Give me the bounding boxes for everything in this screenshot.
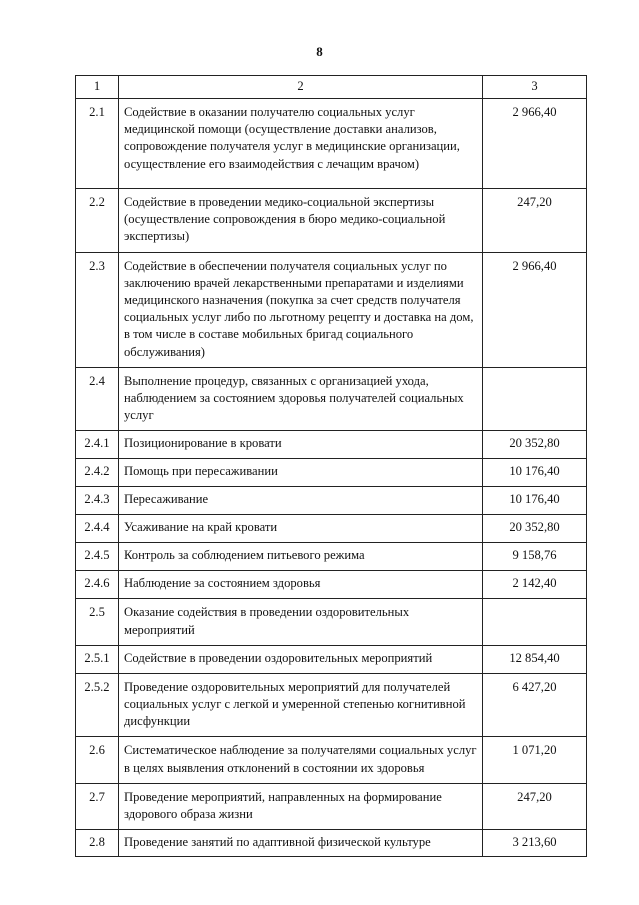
- row-service-name: Проведение занятий по адаптивной физической культуре: [119, 830, 483, 857]
- row-number: 2.5.2: [76, 673, 119, 737]
- table-row: [76, 487, 587, 515]
- row-price: [483, 367, 587, 431]
- row-price: 247,20: [483, 783, 587, 829]
- table-row: [76, 673, 587, 737]
- row-number: 2.6: [76, 737, 119, 783]
- row-price: 10 176,40: [483, 487, 587, 515]
- row-service-name: Систематическое наблюдение за получателями социальных услуг в целях выявления отклонений в состоянии их здоровья: [119, 737, 483, 783]
- table-header-row: [76, 76, 587, 99]
- row-service-name: Позиционирование в кровати: [119, 431, 483, 459]
- row-service-name: Пересаживание: [119, 487, 483, 515]
- row-price: 1 071,20: [483, 737, 587, 783]
- table-row: [76, 783, 587, 829]
- row-service-name: Оказание содействия в проведении оздоровительных мероприятий: [119, 599, 483, 645]
- row-price: 9 158,76: [483, 543, 587, 571]
- column-header-service: 2: [119, 76, 483, 99]
- row-price: 6 427,20: [483, 673, 587, 737]
- table-row: [76, 99, 587, 189]
- row-number: 2.4.4: [76, 515, 119, 543]
- table-row: [76, 367, 587, 431]
- table-row: [76, 830, 587, 857]
- row-price: [483, 599, 587, 645]
- row-number: 2.4.1: [76, 431, 119, 459]
- row-price: 12 854,40: [483, 645, 587, 673]
- row-service-name: Содействие в проведении оздоровительных мероприятий: [119, 645, 483, 673]
- table-row: [76, 431, 587, 459]
- row-price: 10 176,40: [483, 459, 587, 487]
- row-service-name: Содействие в проведении медико-социальной экспертизы (осуществление сопровождения в бюро медико-социальной экспертизы): [119, 189, 483, 253]
- row-price: 2 142,40: [483, 571, 587, 599]
- row-price: 3 213,60: [483, 830, 587, 857]
- row-number: 2.3: [76, 252, 119, 367]
- row-number: 2.1: [76, 99, 119, 189]
- row-number: 2.7: [76, 783, 119, 829]
- table-row: [76, 543, 587, 571]
- row-service-name: Наблюдение за состоянием здоровья: [119, 571, 483, 599]
- table-row: [76, 459, 587, 487]
- row-number: 2.5.1: [76, 645, 119, 673]
- row-service-name: Проведение мероприятий, направленных на формирование здорового образа жизни: [119, 783, 483, 829]
- row-number: 2.2: [76, 189, 119, 253]
- row-service-name: Контроль за соблюдением питьевого режима: [119, 543, 483, 571]
- row-number: 2.8: [76, 830, 119, 857]
- table-row: [76, 571, 587, 599]
- table-row: [76, 737, 587, 783]
- row-service-name: Содействие в обеспечении получателя социальных услуг по заключению врачей лекарственными препаратами и изделиями медицинского назначения (покупка за счет средств получателя социальных услуг либо по льготному рецепту и доставка на дом, в том числе в составе мобильных бригад социального обслуживания): [119, 252, 483, 367]
- row-service-name: Помощь при пересаживании: [119, 459, 483, 487]
- table-row: [76, 252, 587, 367]
- table-row: [76, 599, 587, 645]
- row-price: 2 966,40: [483, 252, 587, 367]
- row-number: 2.4.2: [76, 459, 119, 487]
- row-price: 2 966,40: [483, 99, 587, 189]
- table-row: [76, 645, 587, 673]
- row-service-name: Усаживание на край кровати: [119, 515, 483, 543]
- row-number: 2.4.6: [76, 571, 119, 599]
- row-price: 20 352,80: [483, 431, 587, 459]
- column-header-price: 3: [483, 76, 587, 99]
- row-number: 2.4.5: [76, 543, 119, 571]
- row-service-name: Выполнение процедур, связанных с организацией ухода, наблюдением за состоянием здоровья получателей социальных услуг: [119, 367, 483, 431]
- row-number: 2.4: [76, 367, 119, 431]
- row-price: 247,20: [483, 189, 587, 253]
- row-number: 2.4.3: [76, 487, 119, 515]
- row-service-name: Проведение оздоровительных мероприятий для получателей социальных услуг с легкой и умеренной степенью когнитивной дисфункции: [119, 673, 483, 737]
- row-service-name: Содействие в оказании получателю социальных услуг медицинской помощи (осуществление доставки анализов, сопровождение получателя услуг в медицинские организации, осуществление его взаимодействия с лечащим врачом): [119, 99, 483, 189]
- row-price: 20 352,80: [483, 515, 587, 543]
- page-number: 8: [316, 44, 323, 59]
- table-row: [76, 189, 587, 253]
- row-number: 2.5: [76, 599, 119, 645]
- column-header-number: 1: [76, 76, 119, 99]
- table-row: [76, 515, 587, 543]
- services-table: [75, 75, 587, 857]
